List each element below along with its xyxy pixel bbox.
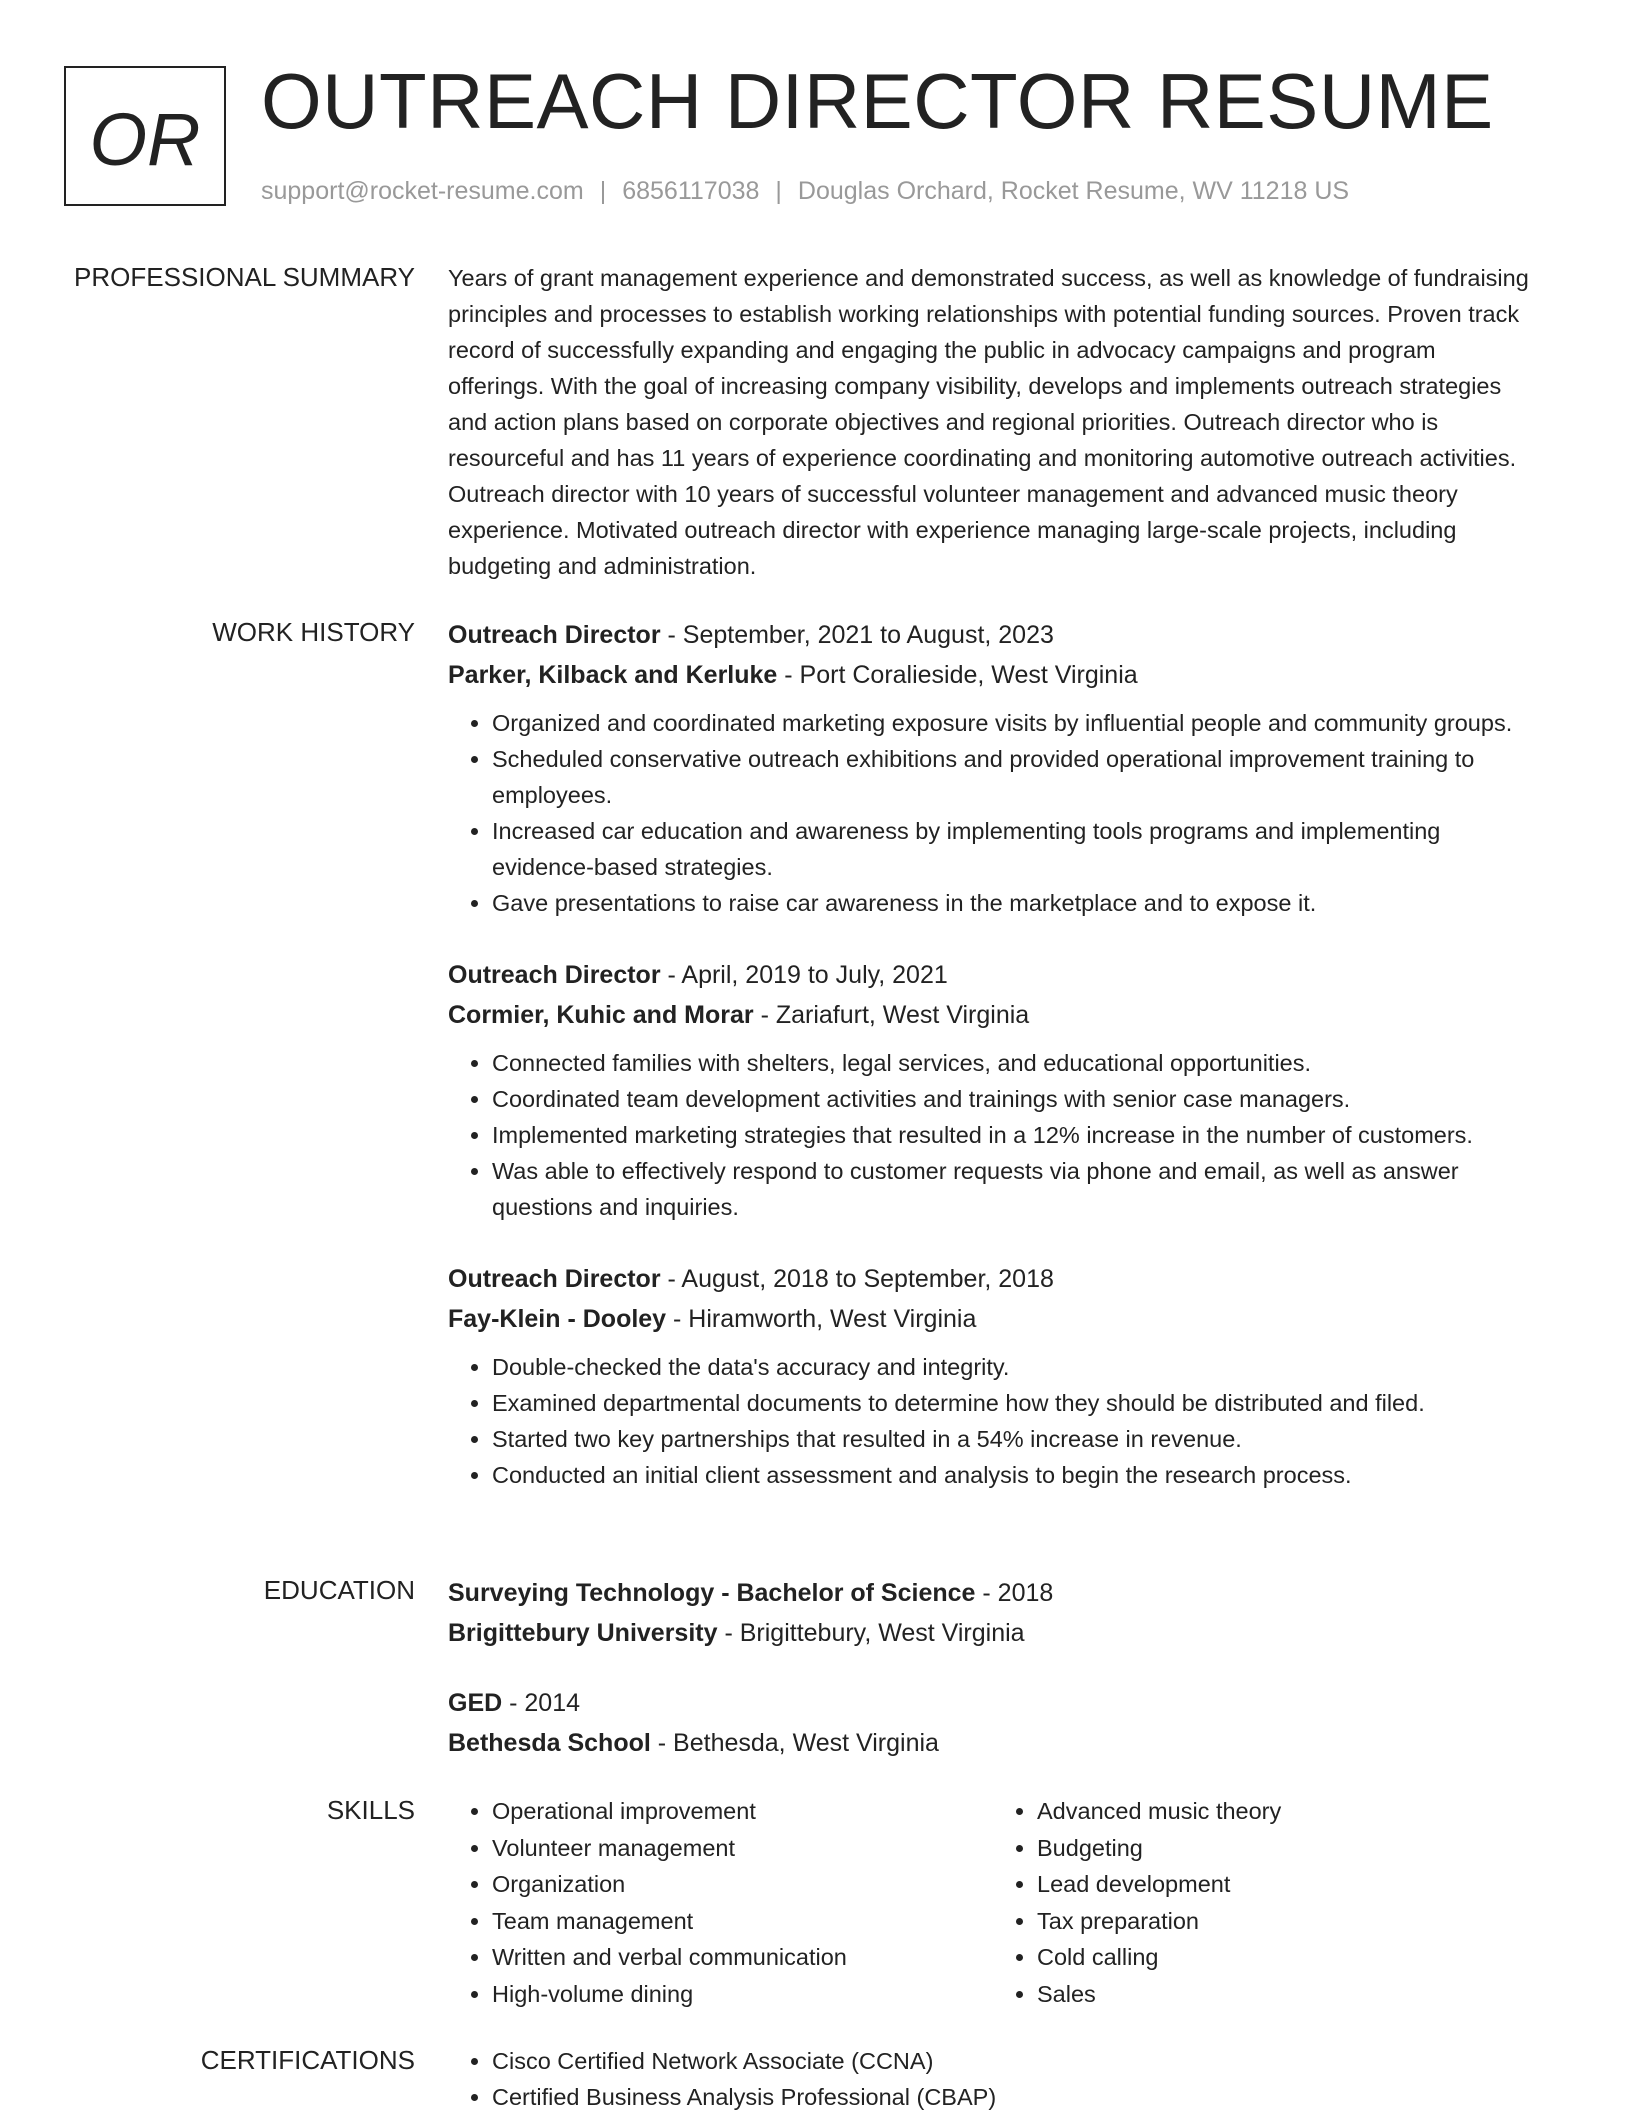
job-dates: - September, 2021 to August, 2023 (660, 621, 1054, 649)
education-school-line (448, 1723, 1538, 1763)
job-bullet: • Coordinated team development activities and trainings with senior case managers. (492, 1081, 1538, 1117)
job-entry (448, 615, 1538, 921)
job-title-line (448, 615, 1538, 655)
resume-title: OUTREACH DIRECTOR RESUME (261, 57, 1494, 145)
education-degree-line (448, 1573, 1538, 1613)
job-bullet: • Started two key partnerships that resulted in a 54% increase in revenue. (492, 1421, 1538, 1457)
job-bullet: • Scheduled conservative outreach exhibitions and provided operational improvement training to employees. (492, 741, 1538, 813)
skill-item: • Organization (492, 1866, 993, 1903)
skill-item: • High-volume dining (492, 1976, 993, 2013)
job-title-line (448, 1259, 1538, 1299)
education-degree: GED (448, 1689, 503, 1717)
skills-list-left (448, 1793, 993, 2013)
skill-item: • Written and verbal communication (492, 1939, 993, 1976)
job-company: Fay-Klein - Dooley (448, 1305, 667, 1333)
skill-item: • Advanced music theory (1037, 1793, 1538, 1830)
job-bullets (448, 1045, 1538, 1225)
job-title-line (448, 955, 1538, 995)
job-dates: - April, 2019 to July, 2021 (660, 961, 948, 989)
contact-email: support@rocket-resume.com (261, 177, 584, 205)
job-dates: - August, 2018 to September, 2018 (660, 1265, 1054, 1293)
education-year: - 2014 (502, 1689, 581, 1717)
job-bullet: • Increased car education and awareness by implementing tools programs and implementing evidence-based strategies. (492, 813, 1538, 885)
skill-item: • Operational improvement (492, 1793, 993, 1830)
job-company-line (448, 655, 1538, 695)
job-bullet: • Implemented marketing strategies that resulted in a 12% increase in the number of customers. (492, 1117, 1538, 1153)
education-school: Brigittebury University (448, 1619, 718, 1647)
summary-label: PROFESSIONAL SUMMARY (74, 262, 415, 292)
job-company: Parker, Kilback and Kerluke (448, 661, 778, 689)
skills-list-right (993, 1793, 1538, 2013)
contact-phone: 6856117038 (622, 177, 760, 205)
education-label: EDUCATION (263, 1575, 415, 1605)
education-content (448, 1573, 1538, 1763)
job-location: - Hiramworth, West Virginia (666, 1305, 977, 1333)
skill-item: • Team management (492, 1903, 993, 1940)
skill-item: • Volunteer management (492, 1830, 993, 1867)
job-bullet: • Conducted an initial client assessment and analysis to begin the research process. (492, 1457, 1538, 1493)
certifications-content (448, 2043, 1538, 2115)
certification-item: • Cisco Certified Network Associate (CCNA) (492, 2043, 1538, 2079)
education-entry (448, 1573, 1538, 1653)
summary-text: Years of grant management experience and demonstrated success, as well as knowledge of fundraising principles and processes to establish working relationships with potential funding sources. Proven track record of successfully expanding and engaging the public in advocacy campaigns and program offerings. With the goal of increasing company visibility, develops and implements outreach strategies and action plans based on corporate objectives and regional priorities. Outreach director who is resourceful and has 11 years of experience coordinating and monitoring automotive outreach activities. Outreach director with 10 years of successful volunteer management and advanced music theory experience. Motivated outreach director with experience managing large-scale projects, including budgeting and administration. (448, 265, 1529, 579)
skill-item: • Lead development (1037, 1866, 1538, 1903)
education-entry (448, 1683, 1538, 1763)
education-location: - Brigittebury, West Virginia (717, 1619, 1025, 1647)
education-degree: Surveying Technology - Bachelor of Science (448, 1579, 976, 1607)
job-bullet: • Connected families with shelters, legal services, and educational opportunities. (492, 1045, 1538, 1081)
skill-item: • Cold calling (1037, 1939, 1538, 1976)
monogram-logo: OR (64, 66, 226, 206)
job-entry (448, 955, 1538, 1225)
work-history-label: WORK HISTORY (212, 617, 415, 647)
job-bullets (448, 705, 1538, 921)
job-company-line (448, 995, 1538, 1035)
contact-separator: | (775, 177, 782, 205)
job-bullet: • Examined departmental documents to determine how they should be distributed and filed. (492, 1385, 1538, 1421)
job-title: Outreach Director (448, 961, 661, 989)
education-degree-line (448, 1683, 1538, 1723)
job-entry (448, 1259, 1538, 1493)
skill-item: • Sales (1037, 1976, 1538, 2013)
job-company: Cormier, Kuhic and Morar (448, 1001, 754, 1029)
certifications-label: CERTIFICATIONS (200, 2045, 415, 2075)
contact-address: Douglas Orchard, Rocket Resume, WV 11218 US (797, 177, 1350, 205)
job-location: - Zariafurt, West Virginia (753, 1001, 1030, 1029)
certifications-list (448, 2043, 1538, 2115)
education-location: - Bethesda, West Virginia (650, 1729, 939, 1757)
job-bullet: • Organized and coordinated marketing exposure visits by influential people and community groups. (492, 705, 1538, 741)
skills-label: SKILLS (326, 1795, 415, 1825)
work-history-content (448, 615, 1538, 1493)
job-bullet: • Double-checked the data's accuracy and integrity. (492, 1349, 1538, 1385)
skill-item: • Budgeting (1037, 1830, 1538, 1867)
education-year: - 2018 (975, 1579, 1054, 1607)
skill-item: • Tax preparation (1037, 1903, 1538, 1940)
job-title: Outreach Director (448, 621, 661, 649)
job-bullet: • Was able to effectively respond to customer requests via phone and email, as well as answer questions and inquiries. (492, 1153, 1538, 1225)
job-bullet: • Gave presentations to raise car awareness in the marketplace and to expose it. (492, 885, 1538, 921)
job-bullets (448, 1349, 1538, 1493)
job-title: Outreach Director (448, 1265, 661, 1293)
job-location: - Port Coralieside, West Virginia (777, 661, 1138, 689)
education-school: Bethesda School (448, 1729, 651, 1757)
skills-grid (448, 1793, 1538, 2013)
job-company-line (448, 1299, 1538, 1339)
contact-line (261, 174, 1349, 208)
contact-separator: | (599, 177, 607, 205)
education-school-line (448, 1613, 1538, 1653)
certification-item: • Certified Business Analysis Professional (CBAP) (492, 2079, 1538, 2115)
